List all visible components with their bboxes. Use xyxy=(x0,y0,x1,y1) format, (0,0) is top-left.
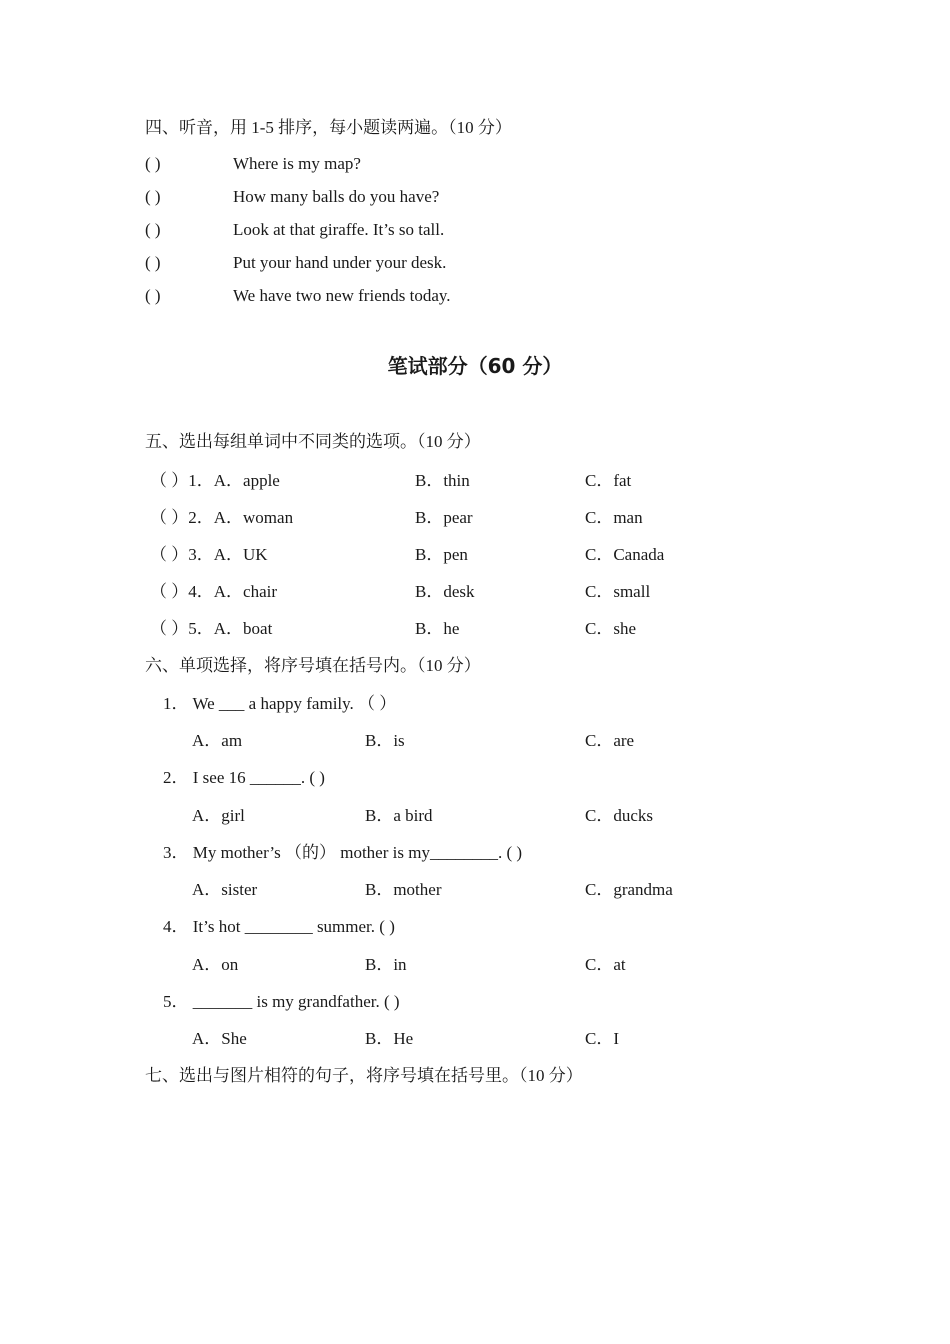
written-part-heading: 笔试部分（60 分） xyxy=(387,354,563,378)
section-4-title: 四、听音，用 1-5 排序，每小题读两遍。（10 分） xyxy=(145,118,512,137)
option-c: C．Canada xyxy=(585,545,665,564)
choice-a: A．am xyxy=(192,731,243,750)
answer-paren[interactable]: ( ) xyxy=(145,286,161,305)
choice-b: B．mother xyxy=(365,880,442,899)
question: 5． _______ is my grandfather. ( ) xyxy=(163,992,400,1011)
answer-paren[interactable]: ( ) xyxy=(145,187,161,206)
option-a: （ ）4．A．chair xyxy=(150,582,278,601)
question: 1． We ___ a happy family. （ ） xyxy=(163,694,397,713)
choice-c: C．at xyxy=(585,955,626,974)
choice-a: A．sister xyxy=(192,880,258,899)
section-5-title: 五、选出每组单词中不同类的选项。（10 分） xyxy=(145,432,481,451)
option-c: C．she xyxy=(585,619,636,638)
option-a: （ ）2．A．woman xyxy=(150,508,294,527)
section-7-title: 七、选出与图片相符的句子，将序号填在括号里。（10 分） xyxy=(145,1066,583,1085)
choice-b: B．is xyxy=(365,731,405,750)
choice-c: C．grandma xyxy=(585,880,673,899)
answer-paren[interactable]: ( ) xyxy=(145,220,161,239)
section-6-title: 六、单项选择，将序号填在括号内。（10 分） xyxy=(145,656,481,675)
sentence: How many balls do you have? xyxy=(233,187,440,206)
option-b: B．pen xyxy=(415,545,468,564)
sentence: We have two new friends today. xyxy=(233,286,451,305)
sentence: Look at that giraffe. It’s so tall. xyxy=(233,220,445,239)
option-a: （ ）3．A．UK xyxy=(150,545,268,564)
option-c: C．man xyxy=(585,508,643,527)
question: 2． I see 16 ______. ( ) xyxy=(163,768,325,787)
choice-c: C．I xyxy=(585,1029,619,1048)
option-b: B．he xyxy=(415,619,460,638)
option-c: C．fat xyxy=(585,471,632,490)
sentence: Put your hand under your desk. xyxy=(233,253,447,272)
answer-paren[interactable]: ( ) xyxy=(145,154,161,173)
choice-c: C．ducks xyxy=(585,806,653,825)
answer-paren[interactable]: ( ) xyxy=(145,253,161,272)
option-b: B．thin xyxy=(415,471,470,490)
question: 3． My mother’s （的） mother is my________. ( ) xyxy=(163,843,523,862)
option-c: C．small xyxy=(585,582,651,601)
option-b: B．desk xyxy=(415,582,475,601)
choice-b: B．a bird xyxy=(365,806,433,825)
choice-a: A．She xyxy=(192,1029,247,1048)
choice-c: C．are xyxy=(585,731,635,750)
sentence: Where is my map? xyxy=(233,154,361,173)
choice-b: B．in xyxy=(365,955,407,974)
choice-a: A．on xyxy=(192,955,239,974)
choice-b: B．He xyxy=(365,1029,414,1048)
option-a: （ ）1．A．apple xyxy=(150,471,280,490)
question: 4． It’s hot ________ summer. ( ) xyxy=(163,917,395,936)
option-b: B．pear xyxy=(415,508,473,527)
option-a: （ ）5．A．boat xyxy=(150,619,273,638)
choice-a: A．girl xyxy=(192,806,245,825)
